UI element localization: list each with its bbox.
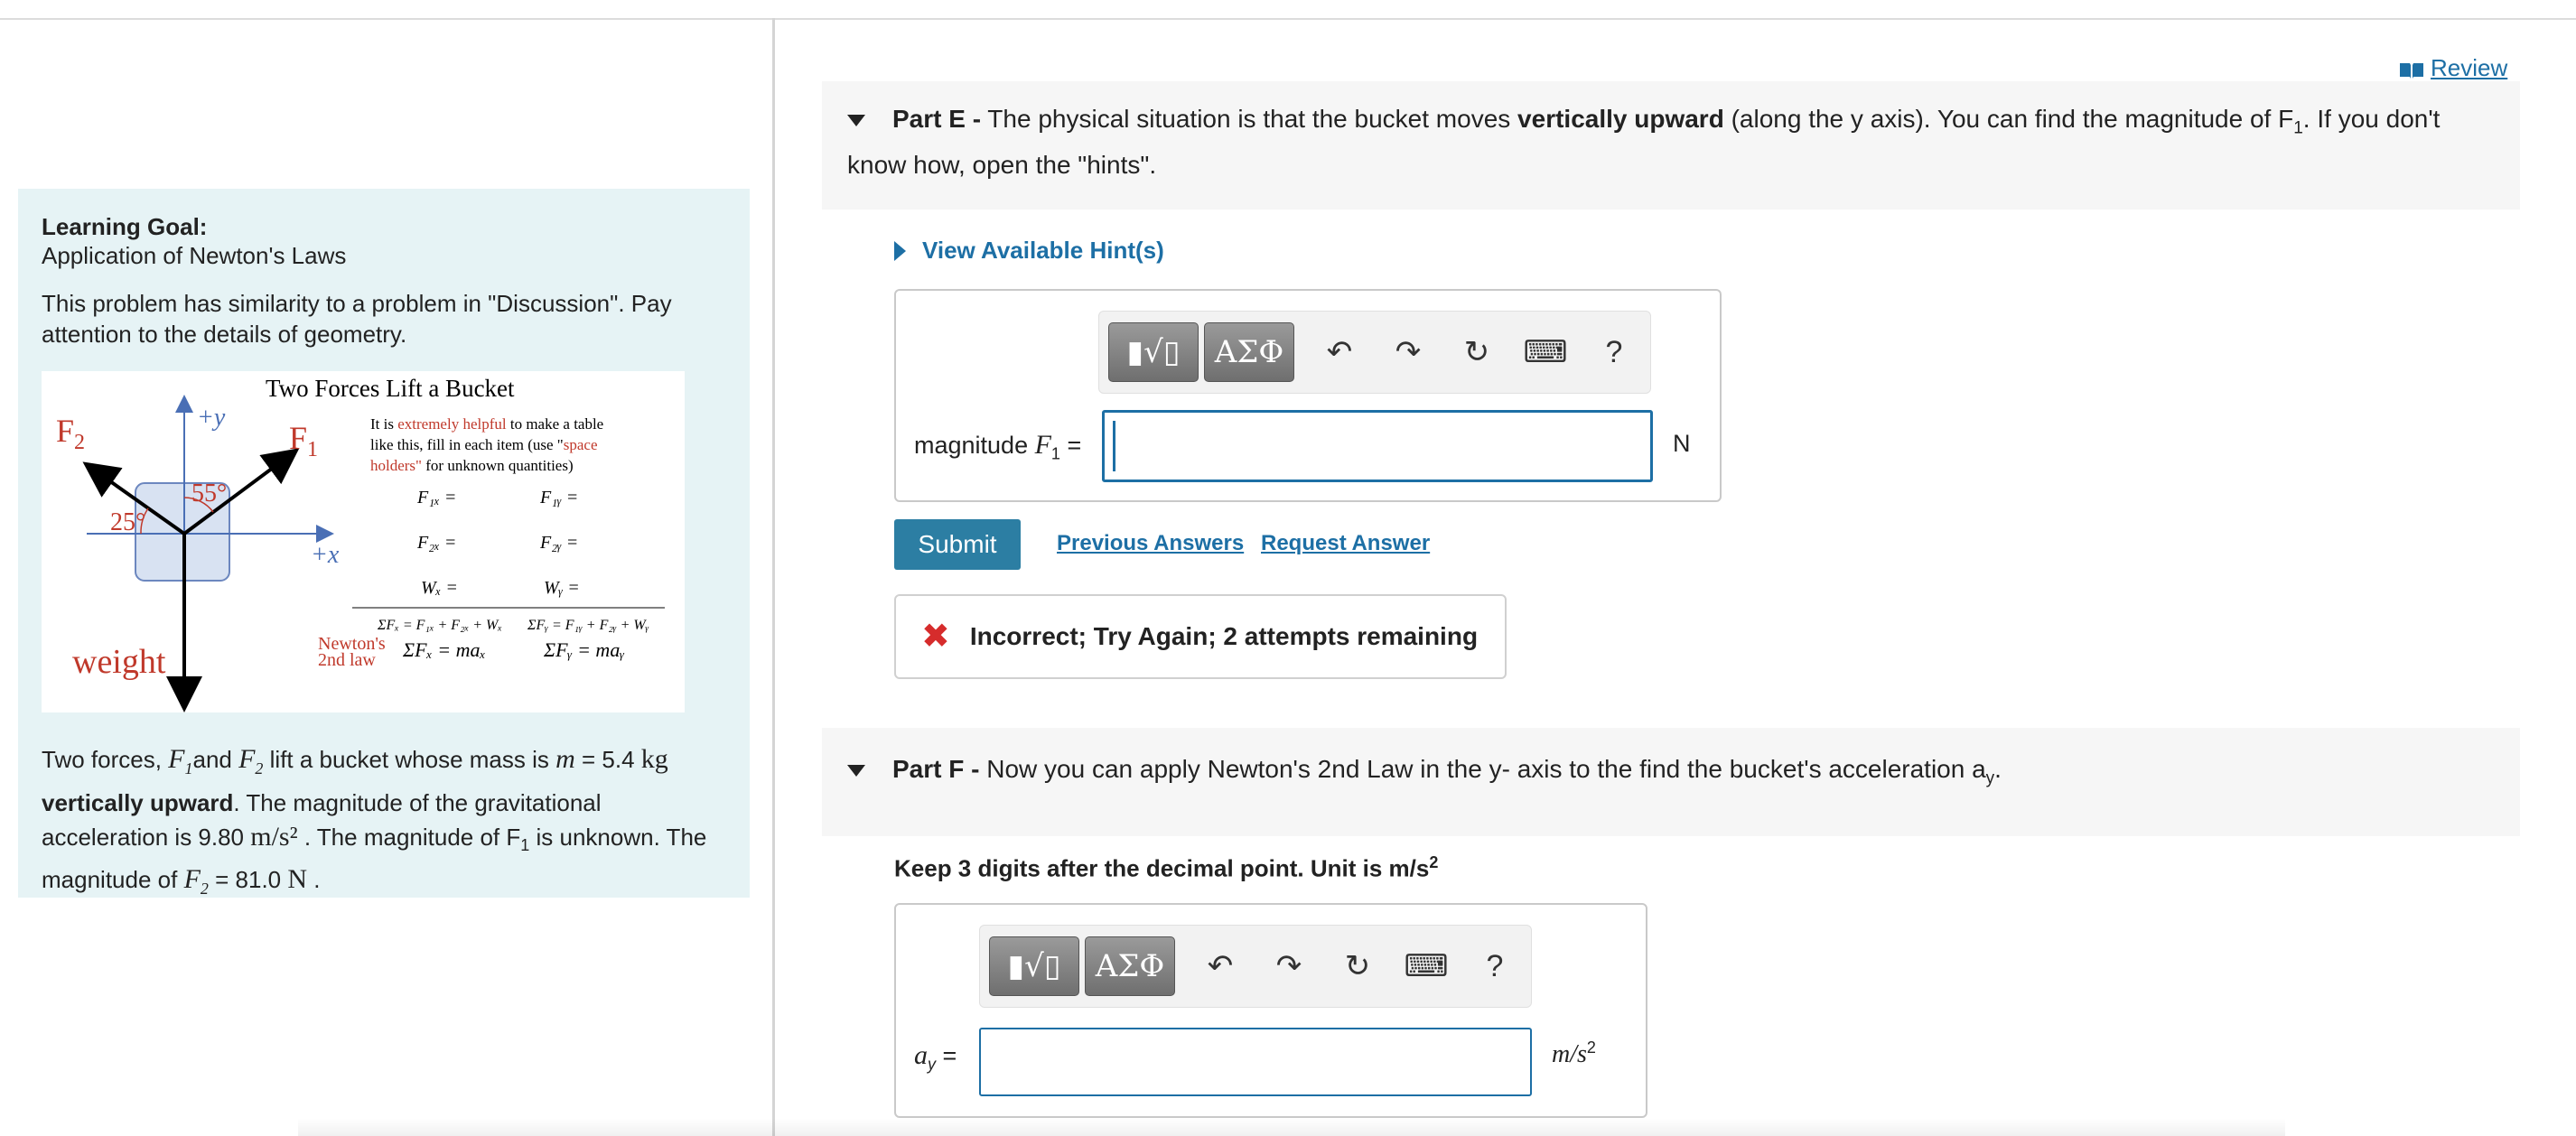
undo-icon[interactable]: ↶ bbox=[1207, 949, 1234, 983]
part-f-instruction: Keep 3 digits after the decimal point. Unit is $m/s^2$ bbox=[894, 853, 1439, 882]
goal-description: This problem has similarity to a problem in "Discussion". Pay attention to the details of geometry. bbox=[42, 290, 672, 348]
part-f-answer-box bbox=[894, 903, 1647, 1118]
f2-label: $F_2$ bbox=[56, 413, 86, 454]
ay-label: $a_y$ = bbox=[914, 1040, 957, 1074]
f1y-cell: F₁ᵧ = bbox=[540, 488, 579, 507]
panel-divider bbox=[772, 18, 775, 1136]
book-icon bbox=[2398, 59, 2425, 79]
keyboard-icon[interactable]: ⌨ bbox=[1404, 949, 1449, 983]
top-border bbox=[0, 18, 2576, 20]
templates-button[interactable]: ▮√▯ bbox=[989, 936, 1079, 996]
help-icon[interactable]: ? bbox=[1486, 948, 1504, 983]
feedback-message: ✖ Incorrect; Try Again; 2 attempts remaining bbox=[894, 594, 1507, 679]
review-label: Review bbox=[2431, 54, 2508, 81]
table-note-line-3: holders" for unknown quantities) bbox=[370, 457, 574, 474]
redo-icon[interactable]: ↷ bbox=[1275, 949, 1302, 983]
plus-x-label: +x bbox=[311, 541, 340, 569]
table-note-line-2: like this, fill in each item (use "space bbox=[370, 436, 598, 453]
table-note-line-1: It is extremely helpful to make a table bbox=[370, 415, 604, 433]
undo-icon[interactable]: ↶ bbox=[1326, 335, 1353, 369]
f2-vector: $F_2$ bbox=[238, 744, 264, 778]
magnitude-f1-label: magnitude $F_1$ = bbox=[914, 430, 1082, 463]
force-diagram-svg bbox=[42, 371, 685, 712]
f1x-cell: F₁ₓ = bbox=[417, 488, 457, 507]
plus-y-label: +y bbox=[197, 404, 226, 432]
part-e-math-toolbar bbox=[1098, 311, 1651, 394]
ay-input[interactable] bbox=[979, 1028, 1532, 1096]
bottom-shadow bbox=[298, 1118, 2285, 1136]
part-f-unit: $m/s^2$ bbox=[1552, 1038, 1596, 1068]
f1-label: $F_1$ bbox=[289, 420, 319, 461]
law-y-cell: ΣFᵧ = maᵧ bbox=[544, 638, 625, 661]
wx-cell: Wₓ = bbox=[421, 578, 458, 598]
law-x-cell: ΣFₓ = maₓ bbox=[403, 638, 486, 661]
f1-vector: $F_1$ bbox=[168, 744, 193, 778]
collapse-part-f-icon[interactable] bbox=[847, 765, 865, 777]
symbols-button[interactable]: ΑΣΦ bbox=[1085, 936, 1175, 996]
redo-icon[interactable]: ↷ bbox=[1395, 335, 1422, 369]
f2y-cell: F₂ᵧ = bbox=[540, 533, 579, 553]
wy-cell: Wᵧ = bbox=[544, 578, 580, 598]
reset-icon[interactable]: ↻ bbox=[1344, 949, 1371, 983]
previous-answers-link[interactable]: Previous Answers bbox=[1057, 531, 1245, 555]
bucket-force-diagram bbox=[42, 371, 685, 712]
learning-goal-panel bbox=[18, 189, 750, 898]
sum-x-cell: ΣFₓ = F₁ₓ + F₂ₓ + Wₓ bbox=[378, 618, 502, 633]
newton-label-2: 2nd law bbox=[318, 650, 376, 670]
symbols-button[interactable]: ΑΣΦ bbox=[1204, 322, 1294, 382]
text-cursor bbox=[1113, 421, 1115, 471]
incorrect-x-icon: ✖ bbox=[921, 618, 950, 656]
view-hints-toggle[interactable]: View Available Hint(s) bbox=[894, 237, 1164, 265]
collapse-part-e-icon[interactable] bbox=[847, 115, 865, 126]
newton-label-1: Newton's bbox=[318, 634, 386, 654]
part-f-math-toolbar bbox=[979, 925, 1532, 1008]
templates-button[interactable]: ▮√▯ bbox=[1108, 322, 1199, 382]
review-link[interactable] bbox=[2398, 54, 2507, 82]
part-f-header[interactable]: Part F - Now you can apply Newton's 2nd Law in the y- axis to the find the bucket's acceleration $a_y$. bbox=[822, 728, 2520, 836]
submit-button[interactable]: Submit bbox=[894, 519, 1021, 570]
keyboard-icon[interactable]: ⌨ bbox=[1523, 335, 1568, 369]
goal-subtitle: Application of Newton's Laws bbox=[42, 242, 347, 269]
angle-55-label: 55° bbox=[191, 480, 228, 507]
request-answer-link[interactable]: Request Answer bbox=[1261, 531, 1431, 555]
expand-hints-icon bbox=[894, 241, 906, 261]
problem-statement: Two forces, $F_1and$ $F_2$ lift a bucket whose mass is m = 5.4 kg vertically upward. The magnitude of the gravitational acceleration is 9.80 m/s² . The magnitude of $F_1$ is unknown. The magnitude of $F_2 = 81.0$ N . bbox=[42, 744, 707, 899]
part-e-unit: N bbox=[1673, 430, 1691, 457]
figure-title: Two Forces Lift a Bucket bbox=[266, 375, 515, 402]
weight-label: weight bbox=[72, 643, 166, 681]
reset-icon[interactable]: ↻ bbox=[1463, 335, 1490, 369]
part-e-header[interactable]: Part E - The physical situation is that the bucket moves vertically upward (along the y axis). You can find the magnitude of $F_1$. If you don't know how, open the "hints". bbox=[822, 81, 2520, 210]
angle-25-label: 25° bbox=[110, 508, 146, 536]
help-icon[interactable]: ? bbox=[1605, 334, 1623, 369]
part-e-answer-box bbox=[894, 289, 1722, 502]
goal-title: Learning Goal: bbox=[42, 213, 208, 240]
f2x-cell: F₂ₓ = bbox=[417, 533, 457, 553]
sum-y-cell: ΣFᵧ = F₁ᵧ + F₂ᵧ + Wᵧ bbox=[527, 618, 649, 633]
magnitude-f1-input[interactable] bbox=[1102, 410, 1653, 482]
